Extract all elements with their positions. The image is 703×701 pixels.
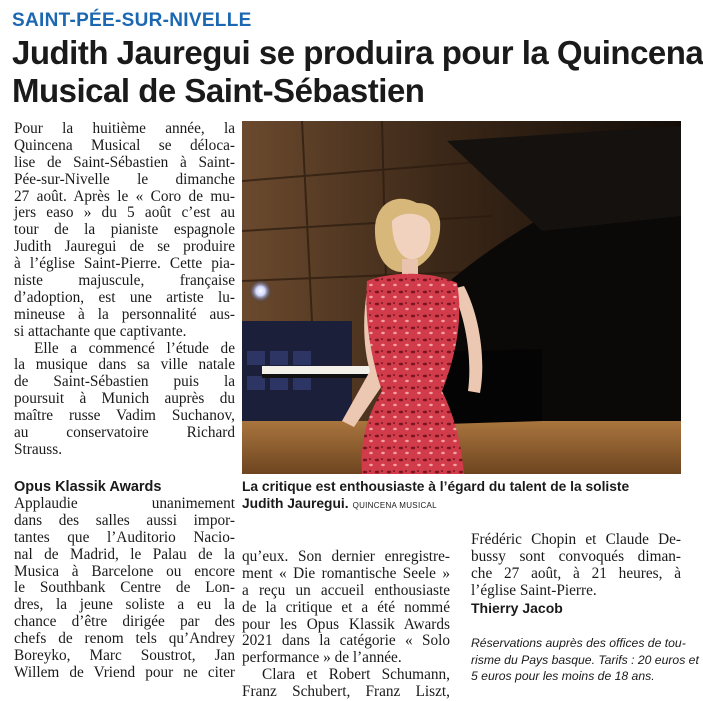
text-line: niste majuscule, française — [14, 272, 235, 290]
article-column-1b — [14, 496, 235, 682]
text-line: maître russe Vadim Suchanov, — [14, 407, 235, 425]
text-line: Judith Jauregui de se produire — [14, 238, 235, 256]
text-line: de Saint-Sébastien puis la — [14, 373, 235, 391]
caption-line: La critique est enthousiaste à l’égard du talent de la soliste — [242, 479, 630, 494]
text-line: au conservatoire Richard — [14, 424, 235, 442]
info-line: Réservations auprès des offices de tou- — [471, 636, 686, 650]
text-line: de la critique et a été nommé — [242, 598, 450, 616]
text-line: Strauss. — [14, 440, 63, 458]
section-kicker: SAINT-PÉE-SUR-NIVELLE — [12, 10, 252, 31]
text-line: qu’eux. Son dernier enregistre- — [242, 548, 450, 565]
text-line: Franz Schubert, Franz Liszt, — [242, 683, 450, 701]
text-line: dres, la jeune soliste a eu la — [14, 596, 235, 614]
text-line: la musique dans sa ville natale — [14, 356, 235, 374]
info-line: risme du Pays basque. Tarifs : 20 euros et — [471, 652, 699, 667]
text-line: performance » de l’année. — [242, 649, 402, 667]
text-line: Pour la huitième année, la — [14, 120, 235, 137]
text-line: tour de la pianiste espagnole — [14, 221, 235, 239]
info-line: 5 euros pour les moins de 18 ans. — [471, 669, 655, 684]
text-line: jers easo » du 5 août c’est au — [14, 204, 235, 222]
text-line: 2021 dans la catégorie « Solo — [242, 632, 450, 650]
headline — [12, 34, 703, 110]
text-line: ment « Die romantische Seele » — [242, 564, 450, 582]
caption-line: Judith Jauregui. — [242, 496, 349, 511]
text-line: si attachante que captivante. — [14, 322, 187, 340]
text-line: a reçu un accueil enthousiaste — [242, 581, 450, 599]
text-line: lise de Saint-Sébastien à Saint- — [14, 153, 235, 171]
text-line: le Southbank Centre de Lon- — [14, 579, 235, 597]
pianist-photo — [242, 121, 681, 474]
headline-line: Musical de Saint-Sébastien — [12, 72, 425, 109]
text-line: dans des salles aussi impor- — [14, 511, 235, 529]
text-line: chefs de renom tels qu’Andrey — [14, 630, 235, 648]
text-line: Willem de Vriend pour ne citer — [14, 663, 235, 681]
text-line: 27 août. Après le « Coro de mu- — [14, 187, 235, 205]
text-line: poursuit à Munich auprès du — [14, 390, 235, 408]
text-line: d’adoption, est une artiste lu- — [14, 288, 235, 306]
text-line: Clara et Robert Schumann, — [262, 666, 450, 684]
article-column-1 — [14, 121, 235, 459]
text-line: chance d’être dirigée par des — [14, 613, 235, 631]
text-line: Applaudie unanimement — [14, 495, 235, 512]
text-line: che 27 août, à 21 heures, à — [471, 564, 681, 582]
text-line: pour les Opus Klassik Awards — [242, 615, 450, 633]
article-column-3 — [471, 532, 681, 616]
text-line: l’église Saint-Pierre. — [471, 581, 597, 599]
text-line: tantes que l’Auditorio Nacio- — [14, 528, 235, 546]
text-line: Frédéric Chopin et Claude De- — [471, 531, 681, 548]
text-line: bussy sont convoqués diman- — [471, 547, 681, 565]
text-line: Boreyko, Marc Soustrot, Jan — [14, 647, 235, 665]
author-signature: Thierry Jacob — [471, 599, 563, 616]
text-line: Pée-sur-Nivelle le dimanche — [14, 170, 235, 188]
article-column-2 — [242, 549, 450, 701]
subheading: Opus Klassik Awards — [14, 479, 162, 495]
text-line: nal de Madrid, le Palau de la — [14, 545, 235, 563]
photo-caption — [242, 478, 682, 514]
text-line: à l’église Saint-Pierre. Cette pia- — [14, 255, 235, 273]
photo-credit: QUINCENA MUSICAL — [352, 501, 437, 510]
text-line: Quincena Musical se déloca- — [14, 136, 235, 154]
practical-info — [471, 635, 699, 685]
headline-line: Judith Jauregui se produira pour la Quincena — [12, 34, 703, 71]
text-line: mineuse à la personnalité aus- — [14, 305, 235, 323]
text-line: Elle a commencé l’étude de — [34, 339, 235, 357]
text-line: Musica à Barcelone ou encore — [14, 562, 235, 580]
